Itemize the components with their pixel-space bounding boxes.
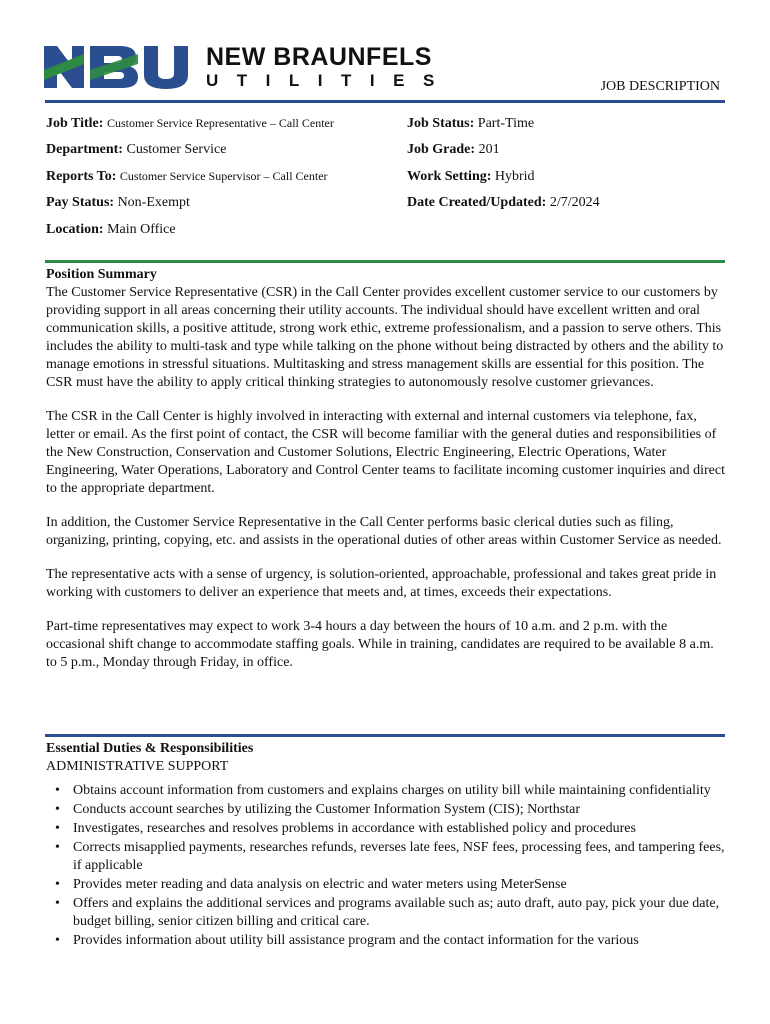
job-status-field bbox=[407, 116, 534, 132]
list-item: • Obtains account information from customers and explains charges on utility bill while maintaining confidentiality bbox=[46, 782, 728, 800]
list-item: • Corrects misapplied payments, researches refunds, reverses late fees, NSF fees, processing fees, and tampering fees, if applicable bbox=[46, 839, 728, 875]
position-summary-heading: Position Summary bbox=[46, 267, 157, 282]
job-grade-value: 201 bbox=[478, 142, 500, 157]
reports-to-label: Reports To: bbox=[46, 169, 117, 184]
position-summary-section bbox=[46, 266, 728, 688]
job-status-label: Job Status: bbox=[407, 116, 475, 131]
job-title-field bbox=[46, 116, 334, 132]
list-item: • Offers and explains the additional services and programs available such as; auto draft, auto pay, pick your due date, budget billing, senior citizen billing and critical care. bbox=[46, 895, 728, 931]
job-grade-label: Job Grade: bbox=[407, 142, 476, 157]
list-item: • Conducts account searches by utilizing the Customer Information System (CIS); Northstar bbox=[46, 801, 728, 819]
brand-subtitle: UTILITIES bbox=[206, 71, 453, 90]
location-value: Main Office bbox=[107, 222, 176, 237]
summary-paragraph: The representative acts with a sense of urgency, is solution-oriented, approachable, professional and takes great pride in working with customers to deliver an experience that meets and, at times, exceeds their expectations. bbox=[46, 567, 717, 600]
date-created-field bbox=[407, 195, 600, 211]
summary-paragraph: The CSR in the Call Center is highly involved in interacting with external and internal customers via telephone, fax, letter or email. As the first point of contact, the CSR will become familiar with the general duties and responsibilities of the New Construction, Conservation and Customer Solutions, Electric Engineering, Electric Operations, Water Engineering, Water Operations, Laboratory and Control Center teams to facilitate incoming customer inquiries and direct to the appropriate department. bbox=[46, 409, 725, 496]
list-item: • Provides information about utility bill assistance program and the contact information for the various bbox=[46, 932, 728, 950]
duties-divider bbox=[45, 734, 725, 737]
nbu-logo bbox=[44, 43, 453, 92]
date-created-value: 2/7/2024 bbox=[549, 195, 600, 210]
work-setting-value: Hybrid bbox=[494, 169, 535, 184]
job-title-value: Customer Service Representative – Call Center bbox=[106, 116, 334, 130]
pay-status-label: Pay Status: bbox=[46, 195, 115, 210]
pay-status-value: Non-Exempt bbox=[117, 195, 190, 210]
location-label: Location: bbox=[46, 222, 104, 237]
brand-name: NEW BRAUNFELS bbox=[206, 43, 432, 71]
reports-to-value: Customer Service Supervisor – Call Center bbox=[119, 169, 328, 183]
duties-list bbox=[46, 782, 728, 950]
department-value: Customer Service bbox=[126, 142, 227, 157]
department-field bbox=[46, 142, 226, 158]
department-label: Department: bbox=[46, 142, 123, 157]
pay-status-field bbox=[46, 195, 190, 211]
job-title-label: Job Title: bbox=[46, 116, 104, 131]
nbu-logo-mark bbox=[44, 44, 204, 90]
job-status-value: Part-Time bbox=[477, 116, 535, 131]
location-field bbox=[46, 222, 176, 238]
essential-duties-section bbox=[46, 740, 728, 951]
job-grade-field bbox=[407, 142, 500, 158]
list-item: • Investigates, researches and resolves problems in accordance with established policy and procedures bbox=[46, 820, 728, 838]
date-created-label: Date Created/Updated: bbox=[407, 195, 547, 210]
essential-duties-heading: Essential Duties & Responsibilities bbox=[46, 741, 254, 756]
header-divider bbox=[45, 100, 725, 103]
summary-paragraph: Part-time representatives may expect to work 3-4 hours a day between the hours of 10 a.m. and 2 p.m. with the occasional shift change to accommodate staffing goals. While in training, candidates are required to be available 8 a.m. to 5 p.m., Monday through Friday, in office. bbox=[46, 619, 714, 670]
summary-divider bbox=[45, 260, 725, 263]
summary-paragraph: The Customer Service Representative (CSR) in the Call Center provides excellent customer service to our customers by providing support in all areas concerning their utility accounts. The individual should have excellent written and oral communication skills, a positive attitude, strong work ethic, extreme professionalism, and a passion to serve others. This includes the ability to multi-task and type while talking on the phone without being distracted by others and the ability to manage emotions in stressful situations. Multitasking and stress management skills are essential for this position. The CSR must have the ability to apply critical thinking strategies to autonomously resolve customer grievances. bbox=[46, 285, 724, 390]
document-type: JOB DESCRIPTION bbox=[600, 79, 720, 94]
list-item: • Provides meter reading and data analysis on electric and water meters using MeterSense bbox=[46, 876, 728, 894]
administrative-support-subheading: ADMINISTRATIVE SUPPORT bbox=[46, 759, 229, 774]
work-setting-field bbox=[407, 169, 535, 185]
reports-to-field bbox=[46, 169, 328, 185]
work-setting-label: Work Setting: bbox=[407, 169, 492, 184]
summary-paragraph: In addition, the Customer Service Representative in the Call Center performs basic clerical duties such as filing, organizing, printing, copying, etc. and assists in the operational duties of other areas within Customer Service as needed. bbox=[46, 515, 722, 548]
